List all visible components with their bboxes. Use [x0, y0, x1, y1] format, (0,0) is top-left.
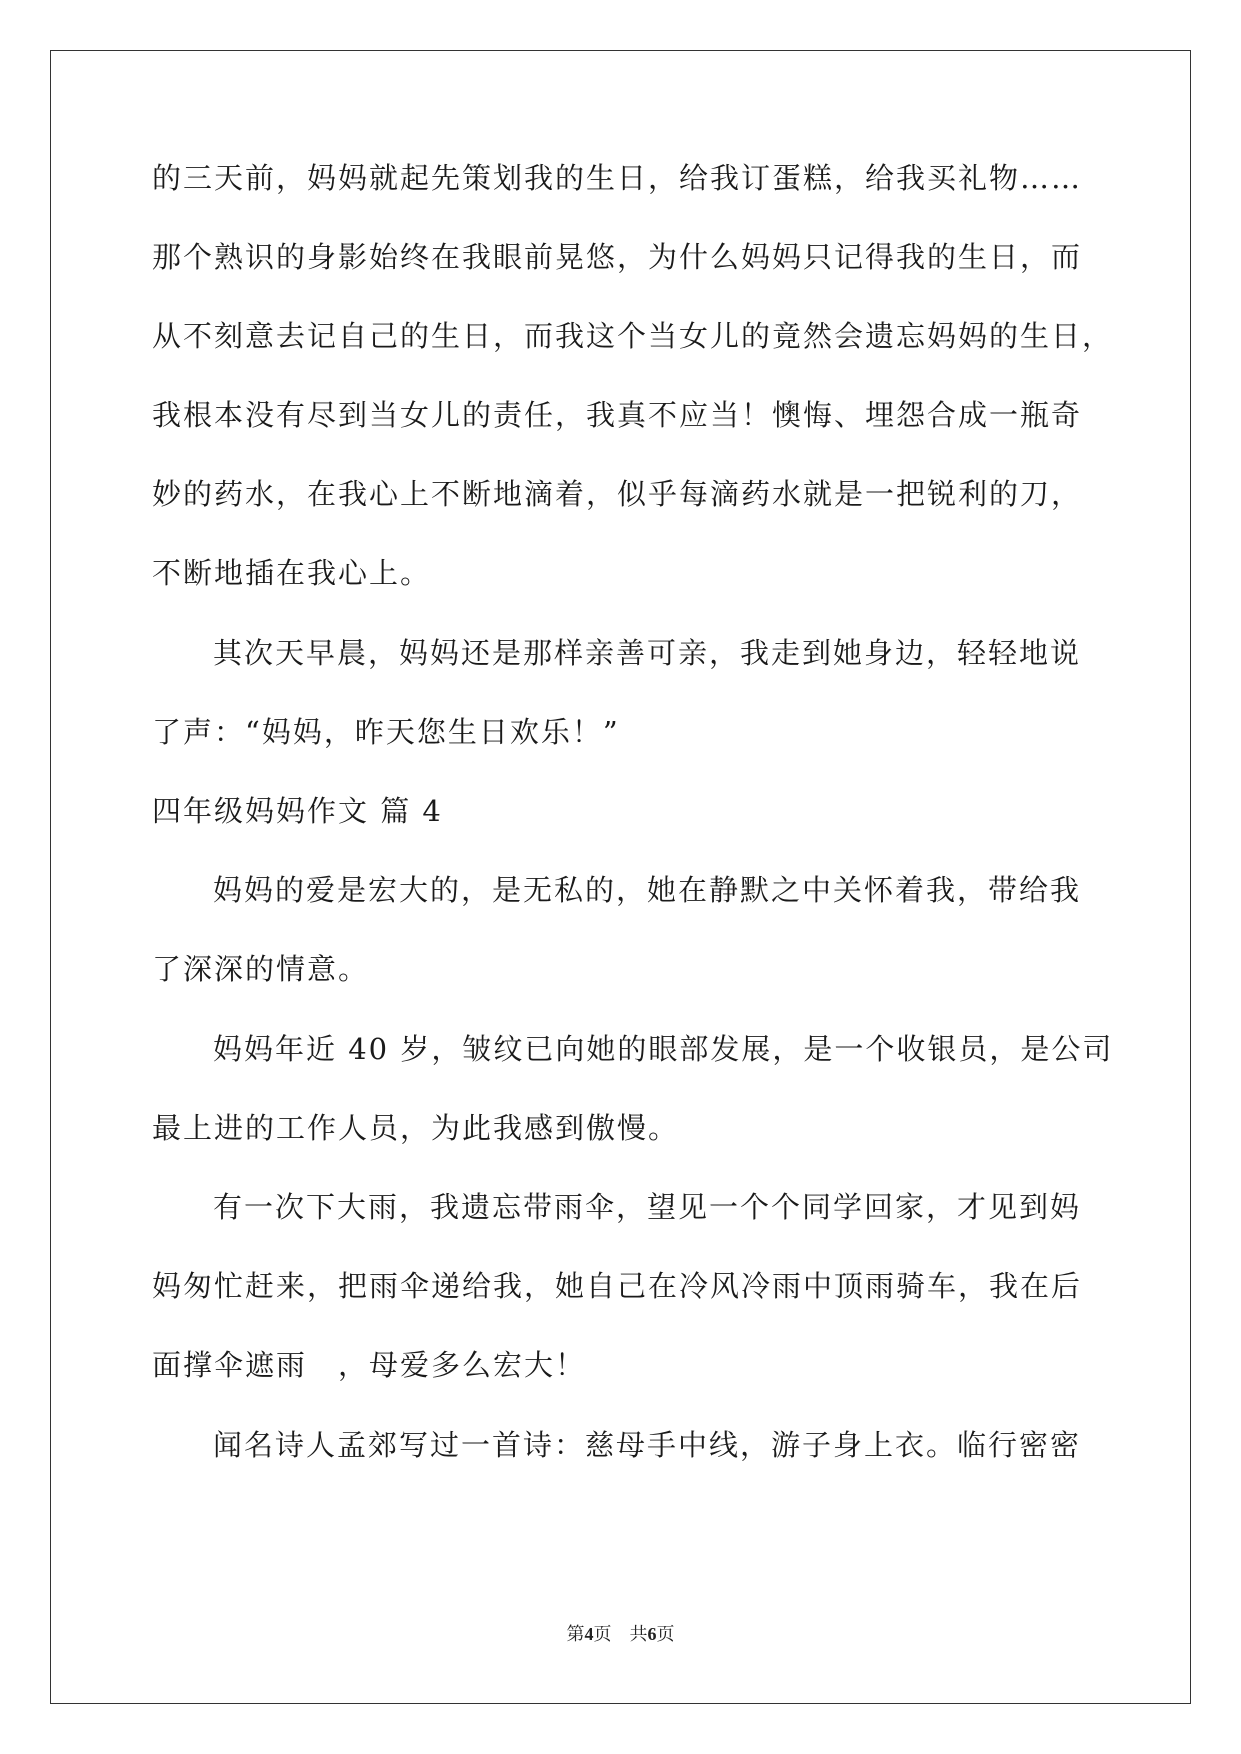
page-suffix: 页 [593, 1624, 612, 1645]
text-line: 的三天前，妈妈就起先策划我的生日，给我订蛋糕，给我买礼物…… [152, 161, 1083, 195]
text-line: 妈妈年近 40 岁，皱纹已向她的眼部发展，是一个收银员，是公司 [213, 1032, 1114, 1066]
text-line: 妙的药水，在我心上不断地滴着，似乎每滴药水就是一把锐利的刀， [152, 477, 1083, 511]
total-suffix: 页 [656, 1624, 675, 1645]
current-page-number: 4 [584, 1624, 594, 1644]
text-line: 妈妈的爱是宏大的，是无私的，她在静默之中关怀着我，带给我 [213, 873, 1082, 907]
page-footer [0, 1622, 1241, 1647]
text-line: 其次天早晨，妈妈还是那样亲善可亲，我走到她身边，轻轻地说 [213, 636, 1082, 670]
text-line: 有一次下大雨，我遗忘带雨伞，望见一个个同学回家，才见到妈 [213, 1190, 1082, 1224]
text-line: 了声：“妈妈，昨天您生日欢乐！” [152, 715, 620, 749]
text-line: 不断地插在我心上。 [152, 556, 432, 590]
text-line: 那个熟识的身影始终在我眼前晃悠，为什么妈妈只记得我的生日，而 [152, 240, 1083, 274]
section-heading: 四年级妈妈作文 篇 4 [152, 794, 443, 828]
text-line: 妈匆忙赶来，把雨伞递给我，她自己在冷风冷雨中顶雨骑车，我在后 [152, 1269, 1083, 1303]
text-line: 最上进的工作人员，为此我感到傲慢。 [152, 1111, 680, 1145]
text-line: 了深深的情意。 [152, 952, 370, 986]
total-pages-number: 6 [647, 1624, 657, 1644]
total-prefix: 共 [629, 1624, 648, 1645]
text-line: 从不刻意去记自己的生日，而我这个当女儿的竟然会遗忘妈妈的生日， [152, 319, 1114, 353]
text-line: 闻名诗人孟郊写过一首诗：慈母手中线，游子身上衣。临行密密 [213, 1428, 1082, 1462]
text-line: 我根本没有尽到当女儿的责任，我真不应当！懊悔、埋怨合成一瓶奇 [152, 398, 1083, 432]
page-prefix: 第 [566, 1624, 585, 1645]
text-line: 面撑伞遮雨 ，母爱多么宏大！ [152, 1348, 587, 1382]
